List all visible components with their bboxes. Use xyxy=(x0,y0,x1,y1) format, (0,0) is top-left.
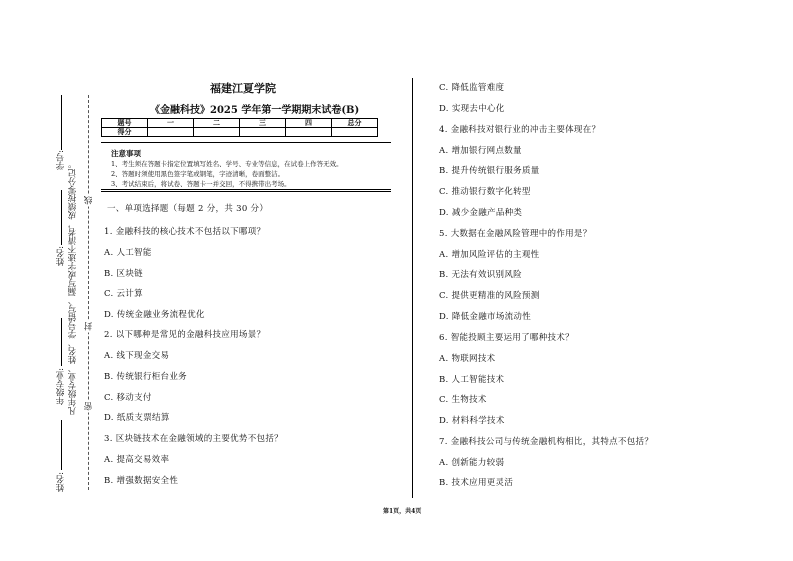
name-line-bottom xyxy=(61,420,62,470)
name-label-bottom: 姓名: xyxy=(56,472,66,492)
score-cell[interactable] xyxy=(286,128,332,137)
name-line-top xyxy=(61,190,62,245)
score-header-cell: 题号 xyxy=(102,119,148,128)
score-header-cell: 一 xyxy=(148,119,194,128)
option-line: D. 传统金融业务流程优化 xyxy=(104,310,205,320)
option-line: A. 增加风险评估的主观性 xyxy=(439,250,540,260)
school-name: 福建江夏学院 xyxy=(210,82,276,95)
score-cell[interactable] xyxy=(148,128,194,137)
question-line: 5. 大数据在金融风险管理中的作用是？ xyxy=(439,229,592,239)
major-line xyxy=(61,318,62,366)
student-id-label: 学号: xyxy=(56,150,66,170)
option-line: C. 移动支付 xyxy=(104,393,152,403)
score-cell[interactable] xyxy=(240,128,286,137)
notes-double-rule xyxy=(101,191,391,192)
option-line: D. 纸质支票结算 xyxy=(104,413,170,423)
student-id-line xyxy=(61,95,62,150)
option-line: C. 推动银行数字化转型 xyxy=(439,187,531,197)
option-line: A. 创新能力较弱 xyxy=(439,458,505,468)
score-table xyxy=(101,118,378,137)
question-line: 4. 金融科技对银行业的冲击主要体现在？ xyxy=(439,125,601,135)
page-number: 第1页，共4页 xyxy=(383,508,422,515)
option-line: C. 提供更精准的风险预测 xyxy=(439,291,540,301)
notes-item: 2、答题时须使用黑色签字笔或钢笔，字迹清晰，卷面整洁。 xyxy=(111,170,285,178)
score-table-score-row xyxy=(102,128,378,137)
score-header-cell: 二 xyxy=(194,119,240,128)
major-label: 年级专业: xyxy=(56,368,66,405)
notes-box xyxy=(101,142,391,190)
score-header-cell: 总分 xyxy=(332,119,378,128)
notes-item: 3、考试结束后，将试卷、答题卡一并交回，不得携带出考场。 xyxy=(111,180,291,188)
notes-title: 注意事项 xyxy=(111,149,141,158)
score-table-header-row xyxy=(102,119,378,128)
score-header-cell: 三 xyxy=(240,119,286,128)
option-line: C. 降低监管难度 xyxy=(439,83,505,93)
score-cell[interactable] xyxy=(194,128,240,137)
question-line: 7. 金融科技公司与传统金融机构相比，其特点不包括？ xyxy=(439,437,654,447)
score-cell[interactable] xyxy=(332,128,378,137)
seal-char-mi: 密 xyxy=(84,402,94,411)
seal-char-xian: 线 xyxy=(84,196,94,205)
option-line: A. 物联网技术 xyxy=(439,354,496,364)
option-line: A. 人工智能 xyxy=(104,248,152,258)
option-line: B. 增强数据安全性 xyxy=(104,476,179,486)
option-line: D. 实现去中心化 xyxy=(439,104,505,114)
question-line: 3. 区块链技术在金融领域的主要优势不包括？ xyxy=(104,434,283,444)
question-line: 2. 以下哪种是常见的金融科技应用场景？ xyxy=(104,330,266,340)
option-line: A. 线下现金交易 xyxy=(104,351,170,361)
seal-char-feng: 封 xyxy=(84,322,94,331)
option-line: B. 区块链 xyxy=(104,269,143,279)
option-line: D. 降低金融市场流动性 xyxy=(439,312,532,322)
seal-line xyxy=(88,95,89,490)
option-line: B. 人工智能技术 xyxy=(439,375,505,385)
name-label-top: 姓名: xyxy=(56,246,66,266)
binding-warning: 凡年级专业、姓名、学号错写、漏写或字迹不清者，成绩按零分记。 xyxy=(68,160,78,415)
option-line: A. 增加银行网点数量 xyxy=(439,146,522,156)
question-line: 6. 智能投顾主要运用了哪种技术？ xyxy=(439,333,574,343)
option-line: B. 无法有效识别风险 xyxy=(439,270,522,280)
option-line: C. 云计算 xyxy=(104,289,143,299)
notes-item: 1、考生须在答题卡指定位置填写姓名、学号、专业等信息，在试卷上作答无效。 xyxy=(111,160,343,168)
question-line: 1. 金融科技的核心技术不包括以下哪项？ xyxy=(104,227,266,237)
score-header-cell: 四 xyxy=(286,119,332,128)
option-line: D. 减少金融产品种类 xyxy=(439,208,523,218)
section-title: 一、单项选择题（每题 2 分，共 30 分） xyxy=(107,204,269,214)
option-line: A. 提高交易效率 xyxy=(104,455,170,465)
option-line: B. 提升传统银行服务质量 xyxy=(439,166,540,176)
exam-title: 《金融科技》2025 学年第一学期期末试卷(B) xyxy=(150,105,360,116)
option-line: B. 传统银行柜台业务 xyxy=(104,372,187,382)
option-line: D. 材料科学技术 xyxy=(439,416,505,426)
score-row-label: 得分 xyxy=(102,128,148,137)
option-line: C. 生物技术 xyxy=(439,395,487,405)
option-line: B. 技术应用更灵活 xyxy=(439,478,514,488)
column-divider xyxy=(412,78,413,498)
